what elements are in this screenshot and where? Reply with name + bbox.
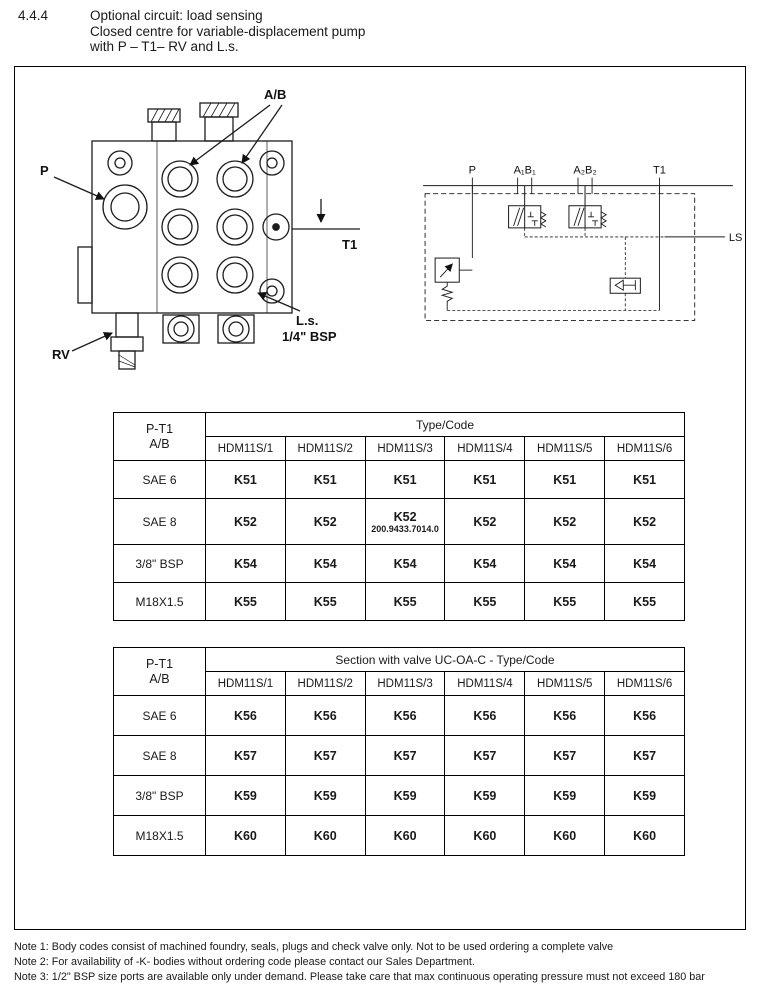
top-stud-left <box>148 109 180 141</box>
group-header: Type/Code <box>206 413 685 437</box>
table-cell: K55 <box>525 583 605 621</box>
uc-oa-c-table <box>113 647 685 856</box>
corner-header: P-T1 A/B <box>114 648 206 696</box>
table-cell: K55 <box>365 583 445 621</box>
schem-enclosure <box>425 194 695 321</box>
table-cell: K57 <box>365 736 445 776</box>
table-cell: K52 200.9433.7014.0 <box>365 499 445 545</box>
note-3: Note 3: 1/2" BSP size ports are available only under demand. Please take care that max continuous operating pressure must not exceed 180 bar <box>14 971 705 983</box>
table-cell: K51 <box>285 461 365 499</box>
row-header: SAE 8 <box>114 736 206 776</box>
table-cell: K57 <box>525 736 605 776</box>
table-cell: K52 <box>525 499 605 545</box>
bottom-flanges <box>163 315 254 343</box>
table-cell: K59 <box>445 776 525 816</box>
table-cell: K59 <box>605 776 685 816</box>
table-cell: K59 <box>525 776 605 816</box>
table-cell: K52 <box>445 499 525 545</box>
table-cell: K54 <box>285 545 365 583</box>
rv-cartridge <box>111 313 143 369</box>
table-cell: K60 <box>206 816 286 856</box>
ordering-code: 200.9433.7014.0 <box>371 523 439 534</box>
table-cell: K55 <box>445 583 525 621</box>
side-tab <box>78 247 92 303</box>
relief-valve <box>435 258 472 310</box>
table-cell: K57 <box>605 736 685 776</box>
port-circles <box>103 161 289 293</box>
hydraulic-schematic <box>413 159 745 341</box>
table-row <box>114 816 685 856</box>
table-cell: K59 <box>206 776 286 816</box>
label-ab: A/B <box>264 87 287 102</box>
table-cell: K60 <box>525 816 605 856</box>
table-cell: K51 <box>206 461 286 499</box>
label-ls: L.s. <box>296 313 319 328</box>
column-header: HDM11S/1 <box>206 672 286 696</box>
table-cell: K54 <box>206 545 286 583</box>
table-row <box>114 736 685 776</box>
group-header: Section with valve UC-OA-C - Type/Code <box>206 648 685 672</box>
table-cell: K60 <box>365 816 445 856</box>
row-header: 3/8" BSP <box>114 776 206 816</box>
schem-label-ls: LS <box>728 231 743 244</box>
table-cell: K57 <box>445 736 525 776</box>
table-cell: K59 <box>365 776 445 816</box>
table-cell: K54 <box>605 545 685 583</box>
title-line-2: Closed centre for variable-displacement pump <box>90 23 366 39</box>
title-line-3: with P – T1– RV and L.s. <box>90 39 239 54</box>
column-header: HDM11S/2 <box>285 672 365 696</box>
table-row <box>114 499 685 545</box>
column-header: HDM11S/2 <box>285 437 365 461</box>
column-header: HDM11S/5 <box>525 672 605 696</box>
column-header: HDM11S/6 <box>605 672 685 696</box>
table-cell: K59 <box>285 776 365 816</box>
footer-notes <box>14 940 705 985</box>
label-t1: T1 <box>342 237 358 252</box>
note-2: Note 2: For availability of -K- bodies without ordering code please contact our Sales Department. <box>14 956 475 968</box>
table-cell: K55 <box>285 583 365 621</box>
table-cell: K60 <box>445 816 525 856</box>
table-row <box>114 776 685 816</box>
note-1: Note 1: Body codes consist of machined foundry, seals, plugs and check valve only. Not to be used ordering a complete valve <box>14 941 614 953</box>
table-cell: K57 <box>206 736 286 776</box>
type-code-table <box>113 412 685 621</box>
content-frame <box>14 66 746 930</box>
table-cell: K56 <box>525 696 605 736</box>
section-heading <box>18 8 365 55</box>
column-header: HDM11S/4 <box>445 672 525 696</box>
table-cell: K52 <box>605 499 685 545</box>
table-cell: K54 <box>445 545 525 583</box>
row-header: SAE 8 <box>114 499 206 545</box>
uc-oa-c-table-wrapper <box>113 647 685 856</box>
schem-label-t1: T1 <box>653 164 666 177</box>
valve-block-drawing <box>30 79 400 389</box>
table-cell: K51 <box>525 461 605 499</box>
corner-header: P-T1 A/B <box>114 413 206 461</box>
column-header: HDM11S/5 <box>525 437 605 461</box>
check-valve <box>610 237 640 310</box>
table-cell: K57 <box>285 736 365 776</box>
table-row <box>114 583 685 621</box>
table-cell: K52 <box>206 499 286 545</box>
table-cell: K55 <box>206 583 286 621</box>
top-stud-right <box>200 103 238 141</box>
table-cell: K55 <box>605 583 685 621</box>
table-cell: K54 <box>365 545 445 583</box>
table-cell: K56 <box>365 696 445 736</box>
label-ls-size: 1/4" BSP <box>282 329 337 344</box>
row-header: M18X1.5 <box>114 583 206 621</box>
row-header: M18X1.5 <box>114 816 206 856</box>
table-cell: K51 <box>445 461 525 499</box>
table-row <box>114 545 685 583</box>
section-number: 4.4.4 <box>18 8 49 23</box>
table-cell: K60 <box>285 816 365 856</box>
column-header: HDM11S/3 <box>365 437 445 461</box>
row-header: 3/8" BSP <box>114 545 206 583</box>
schem-label-a2b2: A₂B₂ <box>573 164 597 177</box>
schem-label-a1b1: A₁B₁ <box>513 164 536 177</box>
column-header: HDM11S/4 <box>445 437 525 461</box>
title-line-1: Optional circuit: load sensing <box>90 8 263 23</box>
section-title <box>90 8 365 55</box>
table-cell: K52 <box>285 499 365 545</box>
table-row <box>114 461 685 499</box>
label-rv: RV <box>52 347 70 362</box>
table-cell: K56 <box>605 696 685 736</box>
schem-label-p: P <box>468 164 477 177</box>
table-cell: K56 <box>445 696 525 736</box>
column-header: HDM11S/1 <box>206 437 286 461</box>
type-code-table-wrapper <box>113 412 685 621</box>
table-cell: K51 <box>365 461 445 499</box>
table-cell: K56 <box>206 696 286 736</box>
table-cell: K60 <box>605 816 685 856</box>
table-cell: K51 <box>605 461 685 499</box>
row-header: SAE 6 <box>114 461 206 499</box>
table-cell: K56 <box>285 696 365 736</box>
table-row <box>114 696 685 736</box>
row-header: SAE 6 <box>114 696 206 736</box>
label-p: P <box>40 163 49 178</box>
table-cell: K54 <box>525 545 605 583</box>
column-header: HDM11S/6 <box>605 437 685 461</box>
column-header: HDM11S/3 <box>365 672 445 696</box>
